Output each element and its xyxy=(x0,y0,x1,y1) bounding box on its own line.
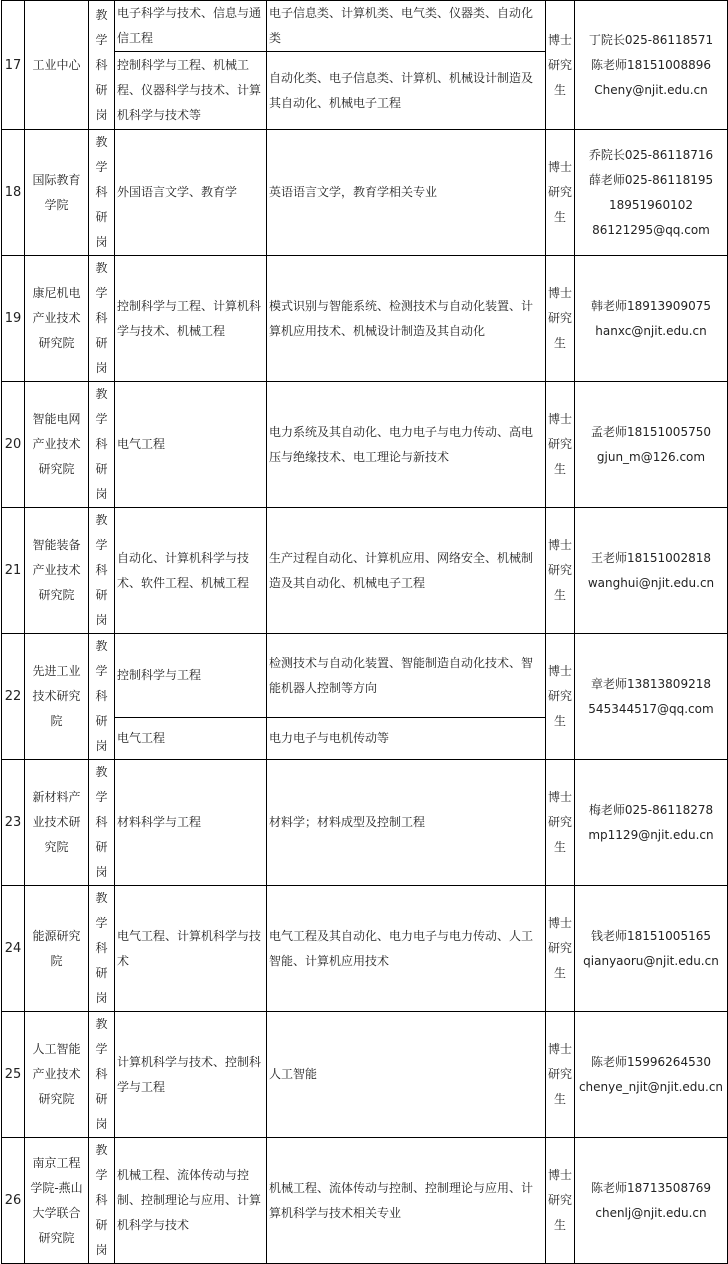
unit-name: 能源研究院 xyxy=(25,886,89,1012)
discipline: 材料科学与工程 xyxy=(115,760,267,886)
contact-line: Cheny@njit.edu.cn xyxy=(594,82,708,97)
table-row xyxy=(2,1,728,52)
contact-info xyxy=(575,760,728,886)
major-requirement: 人工智能 xyxy=(267,1012,546,1138)
post-type: 教学科研岗 xyxy=(89,760,115,886)
education-requirement: 博士研究生 xyxy=(546,1,575,130)
education-requirement: 博士研究生 xyxy=(546,1012,575,1138)
major-requirement: 英语语言文学，教育学相关专业 xyxy=(267,130,546,256)
discipline: 自动化、计算机科学与技术、软件工程、机械工程 xyxy=(115,508,267,634)
contact-line: 王老师18151002818 xyxy=(591,550,711,565)
major-requirement: 电子信息类、计算机类、电气类、仪器类、自动化类 xyxy=(267,1,546,52)
major-requirement: 材料学；材料成型及控制工程 xyxy=(267,760,546,886)
row-number: 18 xyxy=(2,130,25,256)
unit-name: 新材料产业技术研究院 xyxy=(25,760,89,886)
major-requirement: 电气工程及其自动化、电力电子与电力传动、人工智能、计算机应用技术 xyxy=(267,886,546,1012)
discipline: 电气工程 xyxy=(115,382,267,508)
discipline: 电子科学与技术、信息与通信工程 xyxy=(115,1,267,52)
row-number: 17 xyxy=(2,1,25,130)
contact-line: 陈老师18151008896 xyxy=(591,57,711,72)
row-number: 25 xyxy=(2,1012,25,1138)
table-row xyxy=(2,886,728,1012)
row-number: 26 xyxy=(2,1138,25,1264)
contact-info xyxy=(575,1138,728,1264)
major-requirement: 检测技术与自动化装置、智能制造自动化技术、智能机器人控制等方向 xyxy=(267,634,546,718)
contact-line: 陈老师18713508769 xyxy=(591,1180,711,1195)
post-type: 教学科研岗 xyxy=(89,886,115,1012)
discipline: 控制科学与工程、计算机科学与技术、机械工程 xyxy=(115,256,267,382)
row-number: 22 xyxy=(2,634,25,760)
contact-line: 韩老师18913909075 xyxy=(591,298,711,313)
table-row xyxy=(2,130,728,256)
education-requirement: 博士研究生 xyxy=(546,382,575,508)
major-requirement: 生产过程自动化、计算机应用、网络安全、机械制造及其自动化、机械电子工程 xyxy=(267,508,546,634)
education-requirement: 博士研究生 xyxy=(546,760,575,886)
table-row xyxy=(2,1138,728,1264)
contact-line: mp1129@njit.edu.cn xyxy=(588,827,714,842)
recruitment-table xyxy=(1,0,728,1264)
education-requirement: 博士研究生 xyxy=(546,130,575,256)
discipline: 机械工程、流体传动与控制、控制理论与应用、计算机科学与技术 xyxy=(115,1138,267,1264)
discipline: 控制科学与工程、机械工程、仪器科学与技术、计算机科学与技术等 xyxy=(115,52,267,130)
contact-line: 钱老师18151005165 xyxy=(591,928,711,943)
major-requirement: 自动化类、电子信息类、计算机、机械设计制造及其自动化、机械电子工程 xyxy=(267,52,546,130)
contact-line: 孟老师18151005750 xyxy=(591,424,711,439)
contact-line: 丁院长025-86118571 xyxy=(588,32,714,47)
post-type: 教学科研岗 xyxy=(89,130,115,256)
contact-line: 545344517@qq.com xyxy=(588,701,714,716)
unit-name: 人工智能产业技术研究院 xyxy=(25,1012,89,1138)
row-number: 20 xyxy=(2,382,25,508)
contact-line: gjun_m@126.com xyxy=(596,449,706,464)
unit-name: 先进工业技术研究院 xyxy=(25,634,89,760)
discipline: 电气工程 xyxy=(115,718,267,760)
contact-line: 梅老师025-86118278 xyxy=(588,802,714,817)
education-requirement: 博士研究生 xyxy=(546,256,575,382)
post-type: 教学科研岗 xyxy=(89,1012,115,1138)
unit-name: 康尼机电产业技术研究院 xyxy=(25,256,89,382)
contact-line: 乔院长025-86118716 xyxy=(588,147,714,162)
contact-line: 章老师13813809218 xyxy=(591,676,711,691)
unit-name: 工业中心 xyxy=(25,1,89,130)
contact-line: qianyaoru@njit.edu.cn xyxy=(583,953,719,968)
contact-line: chenlj@njit.edu.cn xyxy=(595,1205,707,1220)
major-requirement: 电力系统及其自动化、电力电子与电力传动、高电压与绝缘技术、电工理论与新技术 xyxy=(267,382,546,508)
post-type: 教学科研岗 xyxy=(89,508,115,634)
contact-line: 18951960102 xyxy=(609,197,693,212)
post-type: 教学科研岗 xyxy=(89,256,115,382)
contact-info xyxy=(575,382,728,508)
education-requirement: 博士研究生 xyxy=(546,1138,575,1264)
contact-info xyxy=(575,130,728,256)
post-type: 教学科研岗 xyxy=(89,634,115,760)
discipline: 外国语言文学、教育学 xyxy=(115,130,267,256)
row-number: 19 xyxy=(2,256,25,382)
contact-info xyxy=(575,886,728,1012)
contact-info xyxy=(575,256,728,382)
contact-info xyxy=(575,508,728,634)
contact-line: 陈老师15996264530 xyxy=(591,1054,711,1069)
contact-line: 薛老师025-86118195 xyxy=(588,172,714,187)
discipline: 计算机科学与技术、控制科学与工程 xyxy=(115,1012,267,1138)
table-row xyxy=(2,382,728,508)
table-row xyxy=(2,256,728,382)
row-number: 23 xyxy=(2,760,25,886)
contact-info xyxy=(575,634,728,760)
table-row xyxy=(2,760,728,886)
post-type: 教学科研岗 xyxy=(89,382,115,508)
table-row xyxy=(2,1012,728,1138)
discipline: 电气工程、计算机科学与技术 xyxy=(115,886,267,1012)
major-requirement: 模式识别与智能系统、检测技术与自动化装置、计算机应用技术、机械设计制造及其自动化 xyxy=(267,256,546,382)
discipline: 控制科学与工程 xyxy=(115,634,267,718)
education-requirement: 博士研究生 xyxy=(546,508,575,634)
unit-name: 国际教育学院 xyxy=(25,130,89,256)
unit-name: 智能电网产业技术研究院 xyxy=(25,382,89,508)
table-row xyxy=(2,634,728,718)
contact-info xyxy=(575,1,728,130)
post-type: 教学科研岗 xyxy=(89,1138,115,1264)
major-requirement: 机械工程、流体传动与控制、控制理论与应用、计算机科学与技术相关专业 xyxy=(267,1138,546,1264)
row-number: 24 xyxy=(2,886,25,1012)
unit-name: 智能装备产业技术研究院 xyxy=(25,508,89,634)
contact-line: wanghui@njit.edu.cn xyxy=(587,575,715,590)
table-row xyxy=(2,508,728,634)
contact-line: 86121295@qq.com xyxy=(592,222,710,237)
contact-line: chenye_njit@njit.edu.cn xyxy=(578,1079,724,1094)
major-requirement: 电力电子与电机传动等 xyxy=(267,718,546,760)
unit-name: 南京工程学院-燕山大学联合研究院 xyxy=(25,1138,89,1264)
contact-line: hanxc@njit.edu.cn xyxy=(595,323,707,338)
post-type: 教学科研岗 xyxy=(89,1,115,130)
education-requirement: 博士研究生 xyxy=(546,634,575,760)
contact-info xyxy=(575,1012,728,1138)
row-number: 21 xyxy=(2,508,25,634)
education-requirement: 博士研究生 xyxy=(546,886,575,1012)
